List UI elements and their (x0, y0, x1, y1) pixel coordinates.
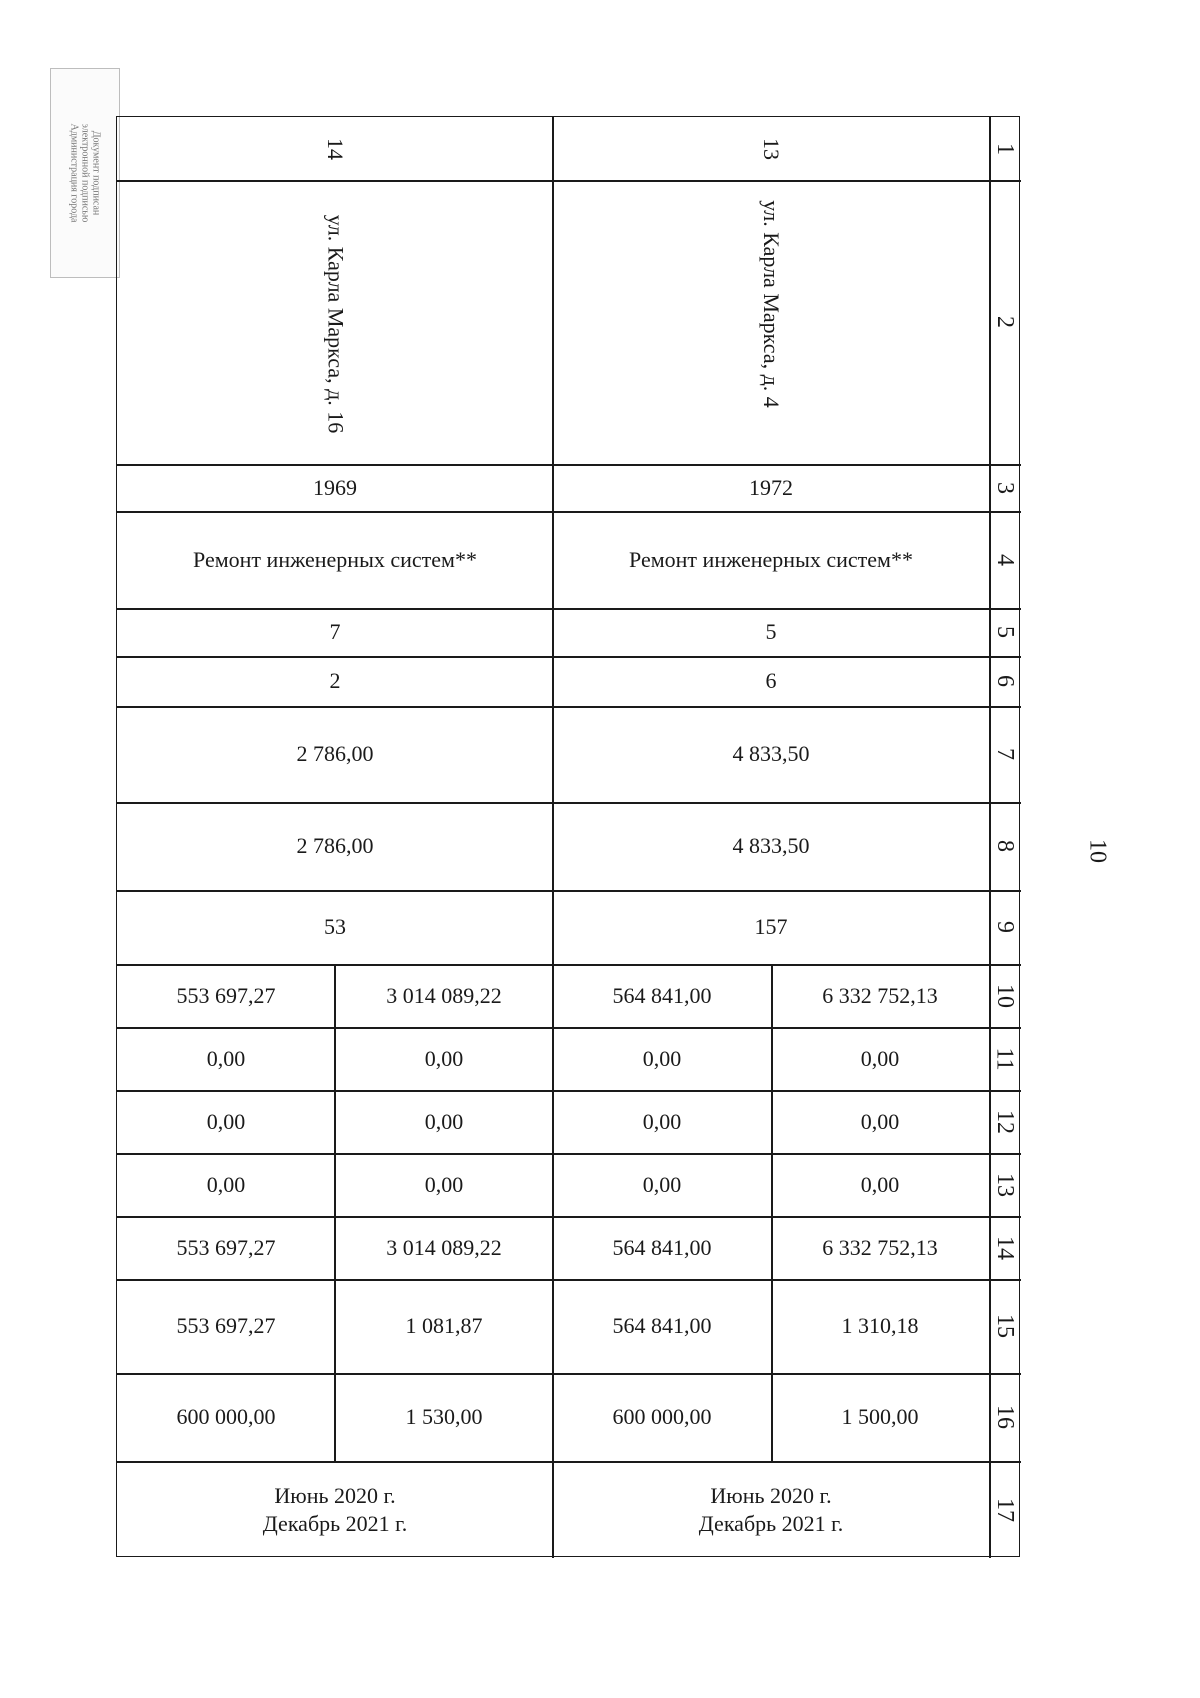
column-number: 4 (992, 553, 1018, 566)
work-type-cell (553, 511, 989, 608)
column-number: 3 (992, 481, 1018, 494)
value: 0,00 (206, 1045, 246, 1071)
column-number-cell (989, 117, 1021, 180)
value: 53 (324, 914, 346, 939)
value: 0,00 (424, 1108, 464, 1134)
value: 6 332 752,13 (822, 982, 938, 1008)
column-number: 7 (992, 748, 1018, 760)
column-number-cell (989, 890, 1021, 964)
value: 0,00 (206, 1171, 246, 1197)
dates-cell (553, 1461, 989, 1558)
value-cell (553, 706, 989, 802)
work-type: Ремонт инженерных систем** (629, 546, 913, 572)
value-cell (771, 1373, 989, 1461)
value-cell (553, 656, 989, 706)
address: ул. Карла Маркса, д. 4 (758, 200, 784, 408)
column-number: 11 (991, 1046, 1018, 1071)
value-cell (335, 964, 553, 1027)
value-cell (335, 1090, 553, 1153)
value-cell (117, 802, 553, 890)
value-cell (553, 1090, 771, 1153)
start-date: Июнь 2020 г. (274, 1482, 396, 1508)
value-cell (553, 1153, 771, 1216)
column-number: 15 (992, 1314, 1018, 1338)
value: 2 786,00 (296, 833, 374, 858)
stamp-line: Документ подписан (90, 130, 102, 216)
value-cell (335, 1216, 553, 1279)
column-number-cell (989, 608, 1021, 656)
column-number: 8 (992, 840, 1018, 852)
work-type-cell (117, 511, 553, 608)
column-number: 9 (992, 921, 1018, 933)
column-number-cell (989, 706, 1021, 802)
value-cell (117, 890, 553, 964)
value: 6 332 752,13 (822, 1234, 938, 1260)
value: 3 014 089,22 (386, 982, 502, 1008)
value-cell (117, 1279, 335, 1373)
column-number-cell (989, 1216, 1021, 1279)
value: 0,00 (860, 1171, 900, 1197)
column-number-cell (989, 964, 1021, 1027)
value: 0,00 (642, 1171, 682, 1197)
column-number-cell (989, 1027, 1021, 1090)
record-number-cell (553, 117, 989, 180)
value-cell (117, 656, 553, 706)
column-number-cell (989, 1373, 1021, 1461)
value: 553 697,27 (176, 1234, 276, 1260)
value: 6 (765, 668, 777, 693)
value-cell (117, 608, 553, 656)
column-number-cell (989, 1279, 1021, 1373)
value: 157 (754, 914, 788, 939)
value-cell (553, 1279, 771, 1373)
value-cell (771, 1090, 989, 1153)
start-date: Июнь 2020 г. (710, 1482, 832, 1508)
value-cell (771, 1279, 989, 1373)
column-number: 17 (992, 1497, 1018, 1522)
column-number: 10 (992, 983, 1018, 1008)
value: 3 014 089,22 (386, 1234, 502, 1260)
value: 600 000,00 (612, 1404, 712, 1429)
year: 1972 (749, 474, 793, 500)
address-cell (553, 180, 989, 464)
value-cell (335, 1027, 553, 1090)
value: 564 841,00 (612, 1234, 712, 1260)
column-number: 12 (992, 1109, 1018, 1134)
signature-stamp (50, 68, 120, 278)
value: 553 697,27 (176, 982, 276, 1008)
value-cell (553, 1216, 771, 1279)
value: 553 697,27 (176, 1313, 276, 1338)
value-cell (553, 964, 771, 1027)
page-number: 10 (1084, 839, 1111, 863)
column-number-cell (989, 511, 1021, 608)
column-number-cell (989, 180, 1021, 464)
value-cell (117, 1216, 335, 1279)
value: 0,00 (424, 1045, 464, 1071)
end-date: Декабрь 2021 г. (262, 1510, 408, 1536)
column-number: 13 (992, 1172, 1018, 1197)
value: 4 833,50 (732, 741, 810, 766)
data-table (116, 116, 1020, 1557)
value: 2 786,00 (296, 741, 374, 766)
value: 1 500,00 (841, 1404, 919, 1429)
record-number: 13 (759, 137, 784, 160)
value-cell (553, 1373, 771, 1461)
value: 1 081,87 (405, 1313, 483, 1338)
value: 0,00 (642, 1045, 682, 1071)
column-number: 16 (992, 1405, 1018, 1429)
stamp-line: Администрация города (68, 123, 80, 223)
year: 1969 (313, 474, 357, 500)
value-cell (771, 1216, 989, 1279)
value-cell (117, 1090, 335, 1153)
value-cell (117, 964, 335, 1027)
record-number-cell (117, 117, 553, 180)
value: 0,00 (642, 1108, 682, 1134)
value-cell (117, 1373, 335, 1461)
value: 0,00 (424, 1171, 464, 1197)
stamp-text (69, 73, 102, 273)
value: 0,00 (206, 1108, 246, 1134)
dates-cell (117, 1461, 553, 1558)
value: 564 841,00 (612, 982, 712, 1008)
value-cell (335, 1373, 553, 1461)
value: 4 833,50 (732, 833, 810, 858)
value-cell (335, 1279, 553, 1373)
column-number: 1 (992, 142, 1018, 155)
year-cell (117, 464, 553, 511)
record-number: 14 (323, 137, 348, 160)
column-number-cell (989, 802, 1021, 890)
value-cell (771, 964, 989, 1027)
value-cell (771, 1027, 989, 1090)
column-number-cell (989, 1090, 1021, 1153)
column-number: 14 (992, 1235, 1018, 1260)
column-number-cell (989, 1461, 1021, 1558)
value: 564 841,00 (612, 1313, 712, 1338)
column-number: 5 (992, 626, 1018, 638)
column-number-cell (989, 1153, 1021, 1216)
address-cell (117, 180, 553, 464)
stamp-line: электронной подписью (79, 123, 91, 223)
column-number-cell (989, 656, 1021, 706)
column-number: 6 (992, 675, 1018, 687)
value: 5 (765, 619, 777, 644)
value-cell (553, 608, 989, 656)
address: ул. Карла Маркса, д. 16 (322, 214, 348, 434)
value-cell (117, 706, 553, 802)
value: 600 000,00 (176, 1404, 276, 1429)
end-date: Декабрь 2021 г. (698, 1510, 844, 1536)
value-cell (553, 802, 989, 890)
value-cell (117, 1153, 335, 1216)
value-cell (553, 1027, 771, 1090)
value-cell (771, 1153, 989, 1216)
value: 0,00 (860, 1108, 900, 1134)
work-type: Ремонт инженерных систем** (193, 546, 477, 572)
value: 1 530,00 (405, 1404, 483, 1429)
value-cell (117, 1027, 335, 1090)
column-number: 2 (992, 316, 1018, 328)
value: 0,00 (860, 1045, 900, 1071)
value: 2 (329, 668, 341, 693)
value: 7 (329, 619, 341, 644)
value-cell (553, 890, 989, 964)
value: 1 310,18 (841, 1313, 919, 1338)
column-number-cell (989, 464, 1021, 511)
value-cell (335, 1153, 553, 1216)
year-cell (553, 464, 989, 511)
